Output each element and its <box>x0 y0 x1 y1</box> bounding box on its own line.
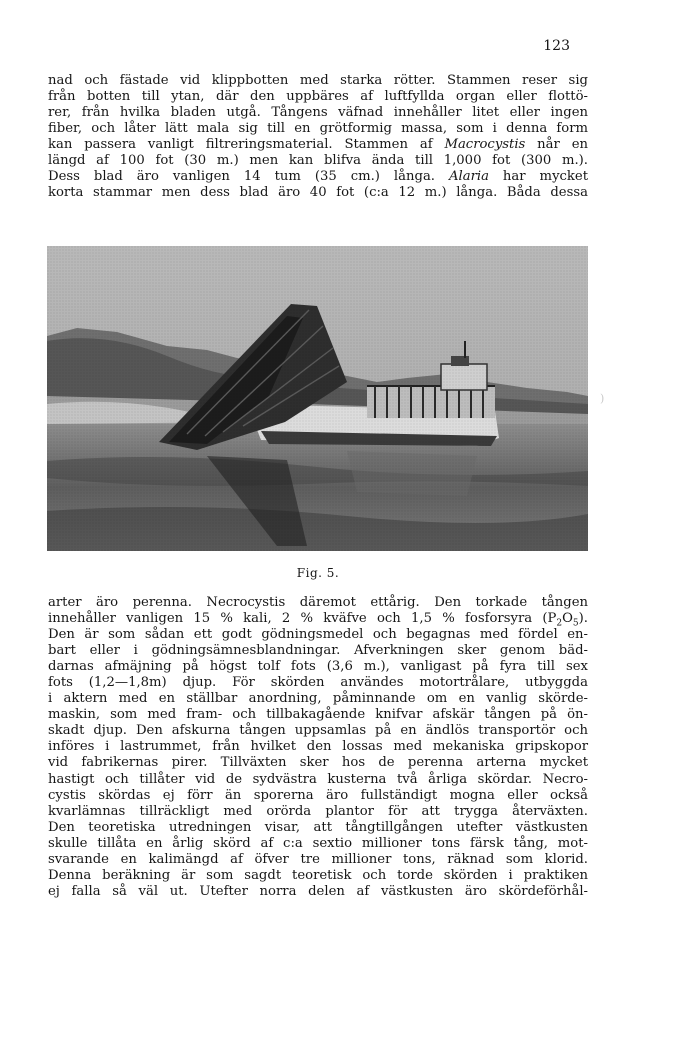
scan-edge-mark: ) <box>600 392 605 405</box>
page-number: 123 <box>543 38 570 54</box>
text-line: hastigt och tillåter vid de sydvästra kusterna två årliga skördar. Necro- <box>48 771 588 787</box>
text-line: i aktern med en ställbar anordning, påminnande om en vanlig skörde- <box>48 691 588 707</box>
text-line: bart eller i gödningsämnesblandningar. Afverkningen sker genom bäd- <box>48 643 588 659</box>
text-line: skadt djup. Den afskurna tången uppsamlas på en ändlös transportör och <box>48 723 588 739</box>
text-line: ej falla så väl ut. Utefter norra delen af västkusten äro skördeförhål- <box>48 883 588 899</box>
text-line: Denna beräkning är som sagdt teoretisk och torde skörden i praktiken <box>48 867 588 883</box>
text-line: cystis skördas ej förr än sporerna äro fullständigt mogna eller också <box>48 787 588 803</box>
species-name-alaria: Alaria <box>448 169 489 185</box>
text-line: nad och fästade vid klippbotten med starka rötter. Stammen reser sig <box>48 73 588 88</box>
text-line: fots (1,2—1,8m) djup. För skörden användes motortrålare, utbyggda <box>48 675 588 691</box>
text-line: maskin, som med fram- och tillbakagående knifvar afskär tången på ön- <box>48 707 588 723</box>
text-line: Den är som sådan ett godt gödningsmedel och begagnas med fördel en- <box>48 627 588 643</box>
species-name-macrocystis: Macrocystis <box>444 137 526 153</box>
text-line: vid fabrikernas pirer. Tillväxten sker hos de perenna arterna mycket <box>48 755 588 771</box>
text-line: arter äro perenna. Necrocystis däremot ettårig. Den torkade tången <box>48 595 588 610</box>
text-line-macrocystis: kan passera vanligt filtreringsmaterial. Stammen af Macrocystis når en <box>48 137 588 153</box>
paragraph-top <box>48 73 588 201</box>
figure-caption: Fig. 5. <box>296 566 340 580</box>
paragraph-bottom <box>48 595 588 900</box>
text-line-alaria: Dess blad äro vanligen 14 tum (35 cm.) långa. Alaria har mycket <box>48 169 588 185</box>
kelp-harvester-photo <box>47 246 588 551</box>
text-line: Den teoretiska utredningen visar, att tångtillgången utefter västkusten <box>48 819 588 835</box>
text-line: darnas afmäjning på högst tolf fots (3,6 m.), vanligast på fyra till sex <box>48 659 588 675</box>
text-line: införes i lastrummet, från hvilket den lossas med mekaniska gripskopor <box>48 739 588 755</box>
text-line: korta stammar men dess blad äro 40 fot (c:a 12 m.) långa. Båda dessa <box>48 185 588 201</box>
text-line: fiber, och låter lätt mala sig till en grötformig massa, som i denna form <box>48 121 588 137</box>
text-line: längd af 100 fot (30 m.) men kan blifva ända till 1,000 fot (300 m.). <box>48 153 588 169</box>
text-line-chemistry: innehåller vanligen 15 % kali, 2 % kväfve och 1,5 % fosforsyra $(P_2O_5)$. <box>48 611 588 629</box>
text-line: svarande en kalimängd af öfver tre millioner tons, räknad som klorid. <box>48 851 588 867</box>
text-line: från botten till ytan, där den uppbäres af luftfyllda organ eller flottö- <box>48 89 588 105</box>
figure-photo <box>47 246 588 551</box>
text-line: skulle tillåta en årlig skörd af c:a sextio millioner tons färsk tång, mot- <box>48 835 588 851</box>
text-line: kvarlämnas tillräckligt med orörda plantor för att trygga återväxten. <box>48 803 588 819</box>
text-line: rer, från hvilka bladen utgå. Tångens väfnad innehåller litet eller ingen <box>48 105 588 121</box>
